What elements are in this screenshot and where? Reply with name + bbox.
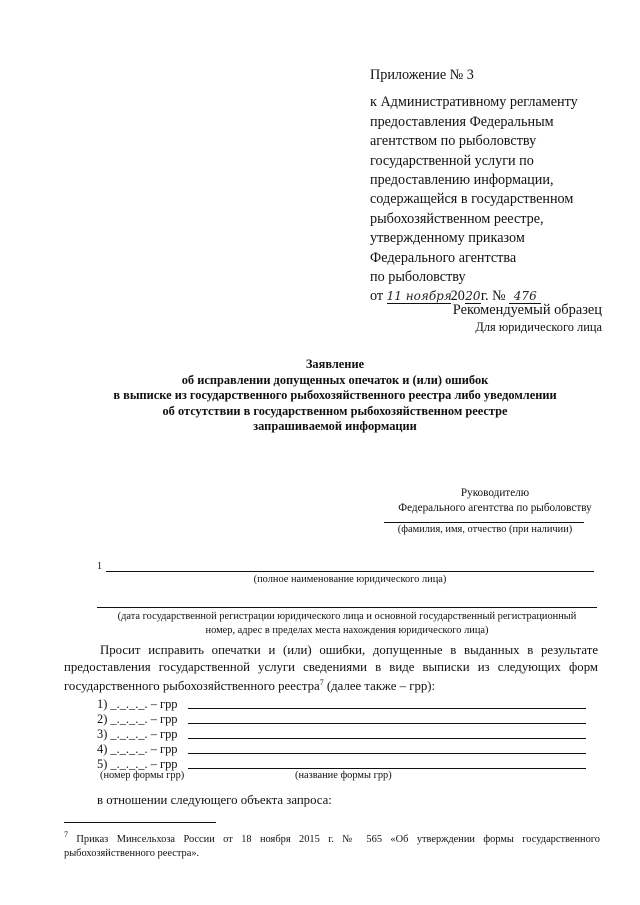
year-suffix: г. № — [480, 288, 506, 305]
form-row-field[interactable] — [188, 708, 586, 709]
legal-name-field[interactable] — [106, 571, 594, 572]
appendix-line: предоставлению информации, — [370, 172, 554, 189]
appendix-line: рыбохозяйственном реестре, — [370, 210, 544, 227]
request-text: Просит исправить опечатки и (или) ошибки, допущенные в выданных в результате предоставления государственной услуги сведениями в виде выписки из следующих форм государственного рыбохозяйственного реестра — [64, 643, 598, 694]
form-row-label: 3) _._._._. – грр — [97, 727, 178, 741]
appendix-line: государственной услуги по — [370, 152, 534, 169]
document-title — [70, 357, 600, 435]
year-prefix: 20 — [450, 288, 465, 305]
date-prefix: от — [370, 288, 384, 305]
registration-data-field[interactable] — [97, 607, 597, 608]
handwritten-year: 20 — [465, 289, 481, 304]
footnote-text: Приказ Минсельхоза России от 18 ноября 2015 г. № 565 «Об утверждении формы государственного рыбохозяйственного реестра». — [64, 834, 600, 859]
form-row-label: 5) _._._._. – грр — [97, 757, 178, 771]
title-line: Заявление — [305, 357, 365, 371]
form-row-label: 4) _._._._. – грр — [97, 742, 178, 756]
addressee-caption: (фамилия, имя, отчество (при наличии) — [397, 524, 573, 535]
appendix-line: к Административному регламенту — [370, 94, 578, 111]
appendix-line: Федерального агентства — [370, 249, 517, 266]
request-paragraph — [64, 642, 598, 695]
title-line: об отсутствии в государственном рыбохозяйственном реестре — [162, 403, 508, 418]
footnote-separator — [64, 822, 216, 823]
appendix-block — [370, 66, 630, 307]
query-object-label: в отношении следующего объекта запроса: — [97, 793, 332, 807]
addressee-line-2: Федерального агентства по рыболовству — [398, 502, 592, 514]
applicant-marker: 1 — [97, 561, 102, 572]
appendix-line: предоставления Федеральным — [370, 113, 554, 130]
appendix-line: утвержденному приказом — [370, 230, 525, 247]
title-line: об исправлении допущенных опечаток и (или) ошибок — [181, 372, 489, 387]
handwritten-date: 11 ноября — [386, 289, 452, 304]
registration-caption-line-1: (дата государственной регистрации юридического лица и основной государственный регистрационный — [117, 611, 577, 622]
request-text-end: (далее также – грр): — [323, 679, 436, 694]
title-line: запрашиваемой информации — [253, 419, 417, 434]
form-name-caption: (название формы грр) — [295, 770, 392, 781]
appendix-line: агентством по рыболовству — [370, 133, 537, 150]
form-row-field[interactable] — [188, 723, 586, 724]
recommended-sample-label: Рекомендуемый образец — [452, 302, 602, 318]
registration-caption-line-2: номер, адрес в пределах места нахождения юридического лица) — [205, 625, 489, 636]
form-row-field[interactable] — [188, 753, 586, 754]
appendix-line: по рыболовству — [370, 269, 466, 286]
handwritten-order-number: 476 — [509, 289, 541, 304]
legal-entity-label: Для юридического лица — [475, 320, 602, 334]
form-row-field[interactable] — [188, 768, 586, 769]
form-row-label: 2) _._._._. – грр — [97, 712, 178, 726]
title-line: в выписке из государственного рыбохозяйственного реестра либо уведомлении — [113, 388, 557, 403]
footnote-reference: 7 — [319, 678, 324, 688]
form-row-field[interactable] — [188, 738, 586, 739]
footnote — [64, 828, 600, 861]
form-number-caption: (номер формы грр) — [100, 770, 185, 781]
form-row-label: 1) _._._._. – грр — [97, 697, 178, 711]
addressee-name-field[interactable] — [384, 522, 584, 523]
addressee-line-1: Руководителю — [460, 487, 530, 499]
footnote-marker: 7 — [64, 830, 68, 839]
legal-name-caption: (полное наименование юридического лица) — [253, 574, 447, 585]
appendix-line: Приложение № 3 — [370, 67, 474, 83]
appendix-line: содержащейся в государственном — [370, 191, 574, 208]
